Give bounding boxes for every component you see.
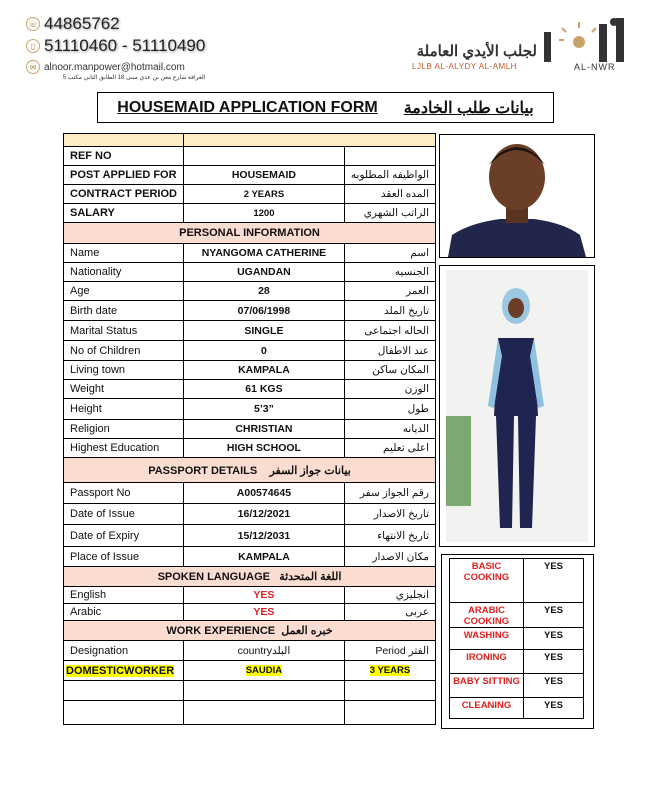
skill-name: BASIC COOKING <box>450 559 524 603</box>
skill-row <box>450 628 584 650</box>
company-logo <box>412 14 637 76</box>
skills-panel <box>441 554 594 729</box>
row-label: No of Children <box>64 341 184 361</box>
row-label: Religion <box>64 420 184 439</box>
skill-row <box>450 674 584 698</box>
work-designation: DOMESTICWORKER <box>66 664 175 677</box>
row-value: HIGH SCHOOL <box>183 439 344 458</box>
skill-name: WASHING <box>450 628 524 650</box>
header-period-ar: الفتر <box>408 644 429 657</box>
section-title-ar: خبره العمل <box>281 625 333 637</box>
row-label: Living town <box>64 361 184 380</box>
skill-value: YES <box>524 628 584 650</box>
skill-value: YES <box>524 674 584 698</box>
title-arabic: بيانات طلب الخادمة <box>403 99 534 117</box>
table-row <box>64 547 436 567</box>
row-label: Nationality <box>64 263 184 282</box>
row-value: UGANDAN <box>183 263 344 282</box>
row-label-ar: الجنسيه <box>344 263 435 282</box>
row-label: Height <box>64 399 184 420</box>
table-row <box>64 420 436 439</box>
lightbulb-logo-icon <box>544 14 639 64</box>
header-country-ar: البلد <box>272 644 291 657</box>
skill-row <box>450 650 584 674</box>
contact-info <box>26 14 205 81</box>
row-label: Arabic <box>64 604 184 621</box>
work-country: SAUDIA <box>245 665 283 676</box>
row-label-ar: تاريخ الانتهاء <box>344 525 435 547</box>
table-row <box>64 147 436 166</box>
mobile-numbers: 51110460 - 51110490 <box>44 36 206 55</box>
email-icon: ✉ <box>26 60 40 74</box>
section-spoken-language <box>64 567 436 587</box>
full-body-photo <box>439 265 595 547</box>
skill-value: YES <box>524 650 584 674</box>
row-label: Weight <box>64 380 184 399</box>
section-title-ar: بيانات جواز السفر <box>269 464 351 477</box>
section-work-experience <box>64 621 436 641</box>
skill-row <box>450 603 584 628</box>
table-row <box>64 525 436 547</box>
table-row <box>64 301 436 321</box>
table-row <box>64 504 436 525</box>
row-label: Place of Issue <box>64 547 184 567</box>
phone-icon: ☏ <box>26 17 40 31</box>
row-label-ar: انجليزي <box>344 587 435 604</box>
row-value: 28 <box>183 282 344 301</box>
application-table <box>63 133 436 725</box>
row-value: CHRISTIAN <box>183 420 344 439</box>
row-label: CONTRACT PERIOD <box>64 185 184 204</box>
row-label-ar: رقم الجواز سفر <box>344 483 435 504</box>
row-label-ar: الواظيفه المطلوبه <box>344 166 435 185</box>
row-label: REF NO <box>64 147 184 166</box>
table-row <box>64 341 436 361</box>
row-value: 5’3” <box>183 399 344 420</box>
mobile-icon: ▯ <box>26 39 40 53</box>
table-row <box>64 321 436 341</box>
table-row <box>64 185 436 204</box>
row-label: Birth date <box>64 301 184 321</box>
row-label-ar: المكان ساكن <box>344 361 435 380</box>
table-row <box>64 361 436 380</box>
row-value: A00574645 <box>183 483 344 504</box>
skill-name: ARABIC COOKING <box>450 603 524 628</box>
row-value: 07/06/1998 <box>183 301 344 321</box>
row-label-ar: اسم <box>344 244 435 263</box>
section-title-en: SPOKEN LANGUAGE <box>157 571 271 583</box>
row-label: Highest Education <box>64 439 184 458</box>
row-label-ar: المده العقد <box>344 185 435 204</box>
skill-name: BABY SITTING <box>450 674 524 698</box>
table-row <box>64 263 436 282</box>
section-personal-information: PERSONAL INFORMATION <box>64 223 436 244</box>
row-label-ar: الراتب الشهري <box>344 204 435 223</box>
row-value: 1200 <box>183 204 344 223</box>
row-value: KAMPALA <box>183 547 344 567</box>
row-label-ar: عند الاطفال <box>344 341 435 361</box>
row-value: YES <box>183 604 344 621</box>
row-label-ar: الوزن <box>344 380 435 399</box>
row-value: YES <box>183 587 344 604</box>
header-period: Period <box>375 644 406 657</box>
address: الغرافة شارع معن بن عدي مبنى 18 الطابق الثاني مكتب 5 <box>62 75 206 81</box>
row-label: Age <box>64 282 184 301</box>
table-row <box>64 380 436 399</box>
work-period: 3 YEARS <box>369 665 411 676</box>
row-label: POST APPLIED FOR <box>64 166 184 185</box>
skill-name: IRONING <box>450 650 524 674</box>
section-title-en: PASSPORT DETAILS <box>148 464 258 477</box>
row-label-ar: تاريخ الملد <box>344 301 435 321</box>
row-label-ar: الحاله اجتماعى <box>344 321 435 341</box>
skill-name: CLEANING <box>450 698 524 719</box>
table-row <box>64 399 436 420</box>
logo-english-text: LJLB AL-ALYDY AL-AMLH <box>412 62 517 71</box>
row-label: Name <box>64 244 184 263</box>
row-label-ar: الديانه <box>344 420 435 439</box>
row-value: HOUSEMAID <box>183 166 344 185</box>
row-value: 16/12/2021 <box>183 504 344 525</box>
row-label-ar: عربى <box>344 604 435 621</box>
row-value <box>183 147 344 166</box>
skill-value: YES <box>524 559 584 603</box>
skill-row <box>450 559 584 603</box>
header-designation: Designation <box>64 641 184 661</box>
title-english: HOUSEMAID APPLICATION FORM <box>117 98 378 116</box>
table-row <box>64 166 436 185</box>
table-row <box>64 604 436 621</box>
table-row <box>64 483 436 504</box>
row-label: SALARY <box>64 204 184 223</box>
table-row <box>64 282 436 301</box>
form-title <box>97 92 554 123</box>
logo-arabic-text: لجلب الأيدي العاملة <box>416 43 537 60</box>
row-value: 2 YEARS <box>183 185 344 204</box>
row-label: English <box>64 587 184 604</box>
row-label-ar: تاريخ الاصدار <box>344 504 435 525</box>
skill-value: YES <box>524 698 584 719</box>
work-header-row <box>64 641 436 661</box>
table-row <box>64 439 436 458</box>
section-title-ar: اللغة المتحدثة <box>279 571 342 583</box>
row-value: 61 KGS <box>183 380 344 399</box>
skill-value: YES <box>524 603 584 628</box>
row-label: Date of Issue <box>64 504 184 525</box>
row-label: Marital Status <box>64 321 184 341</box>
skill-row <box>450 698 584 719</box>
table-row <box>64 204 436 223</box>
table-row <box>64 244 436 263</box>
email: alnoor.manpower@hotmail.com <box>44 61 185 73</box>
row-value: NYANGOMA CATHERINE <box>183 244 344 263</box>
row-value: 15/12/2031 <box>183 525 344 547</box>
phone-number: 44865762 <box>44 14 120 33</box>
header-country: country <box>237 644 272 657</box>
row-label-ar: اعلى تعليم <box>344 439 435 458</box>
section-passport-details <box>64 458 436 483</box>
row-label: Date of Expiry <box>64 525 184 547</box>
portrait-photo <box>439 134 595 258</box>
row-label-ar: مكان الاصدار <box>344 547 435 567</box>
row-label-ar: طول <box>344 399 435 420</box>
row-value: KAMPALA <box>183 361 344 380</box>
row-label: Passport No <box>64 483 184 504</box>
table-row <box>64 661 436 681</box>
row-value: 0 <box>183 341 344 361</box>
logo-brand: AL-NWR <box>574 62 616 72</box>
row-label-ar: العمر <box>344 282 435 301</box>
row-value: SINGLE <box>183 321 344 341</box>
section-title-en: WORK EXPERIENCE <box>166 625 276 637</box>
table-row <box>64 587 436 604</box>
skills-table <box>449 558 584 719</box>
